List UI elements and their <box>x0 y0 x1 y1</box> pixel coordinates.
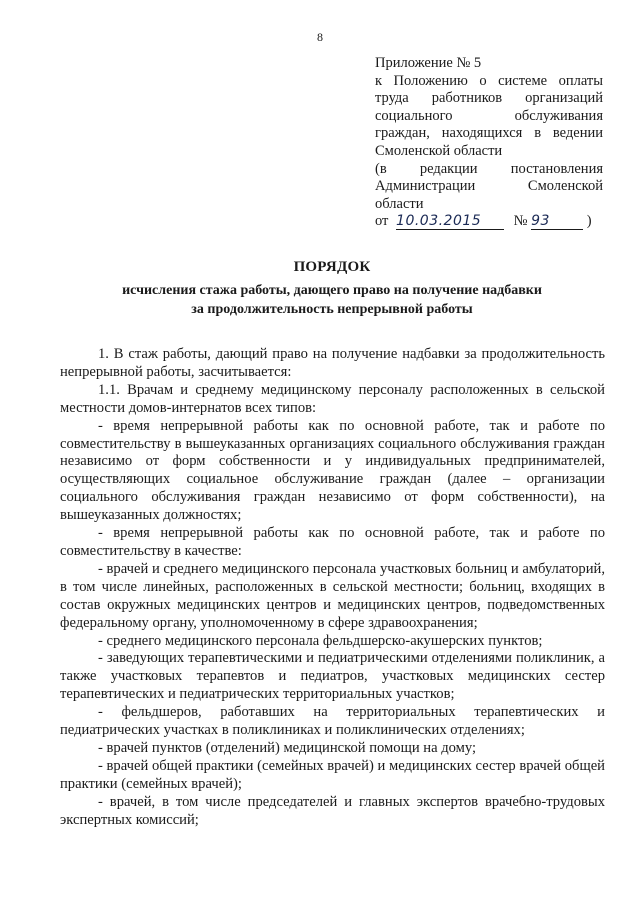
edition-line: (в редакции постановления <box>375 160 603 177</box>
handwritten-date: 10.03.2015 <box>396 213 482 230</box>
appendix-header <box>375 55 603 232</box>
edition-line: области <box>375 195 424 212</box>
paragraph: - врачей и среднего медицинского персонала участковых больниц и амбулаторий, в том числе линейных, расположенных в сельской местности; больниц, входящих в состав окружных медицинских центров и медицинских центров, подведомственных федеральному органу, уполномоченному в сфере здравоохранения; <box>60 560 605 631</box>
number-prefix: № <box>513 213 528 230</box>
appendix-line: к Положению о системе оплаты <box>375 72 603 89</box>
edition-line: Администрации Смоленской <box>375 178 603 195</box>
appendix-line: социального обслуживания <box>375 107 603 124</box>
title-line: за продолжительность непрерывной работы <box>191 301 473 317</box>
date-field <box>396 214 504 230</box>
close-paren: ) <box>586 213 592 230</box>
paragraph: - время непрерывной работы как по основной работе, так и работе по совместительству в качестве: <box>60 525 605 559</box>
document-body <box>60 346 605 829</box>
page-number: 8 <box>317 30 323 44</box>
handwritten-number: 93 <box>531 213 550 230</box>
appendix-line: граждан, находящихся в ведении <box>375 125 603 142</box>
paragraph: 1. В стаж работы, дающий право на получение надбавки за продолжительность непрерывной работы, засчитывается: <box>60 346 605 380</box>
paragraph: - среднего медицинского персонала фельдшерско-акушерских пунктов; <box>98 632 543 649</box>
paragraph: - фельдшеров, работавших на территориальных терапевтических и педиатрических участках в поликлиниках и поликлинических отделениях; <box>60 704 605 739</box>
title-line: исчисления стажа работы, дающего право на получение надбавки <box>122 283 542 298</box>
document-title <box>60 258 604 319</box>
title-main: ПОРЯДОК <box>293 259 371 275</box>
paragraph: - заведующих терапевтическими и педиатрическими отделениями поликлиник, а также участковых терапевтов и педиатров, участковых медицинских сестер терапевтических и педиатрических территориальных участков; <box>60 650 605 703</box>
appendix-line: труда работников организаций <box>375 90 603 107</box>
appendix-title: Приложение № 5 <box>375 55 482 71</box>
appendix-line: Смоленской области <box>375 142 503 159</box>
number-field <box>531 214 583 230</box>
paragraph: - врачей общей практики (семейных врачей) и медицинских сестер врачей общей практики (семейных врачей); <box>60 757 605 792</box>
paragraph: - время непрерывной работы как по основной работе, так и работе по совместительству в вышеуказанных организациях социального обслуживания граждан независимо от форм собственности и у индивидуальных предпринимателей, осуществляющих социальное обслуживание граждан (далее – организации социального обслуживания граждан независимо от форм собственности), на вышеуказанных должностях; <box>60 417 605 524</box>
paragraph: - врачей, в том числе председателей и главных экспертов врачебно-трудовых экспертных комиссий; <box>60 793 605 828</box>
paragraph: - врачей пунктов (отделений) медицинской помощи на дому; <box>98 739 477 756</box>
paragraph: 1.1. Врачам и среднему медицинскому персоналу расположенных в сельской местности домов-интернатов всех типов: <box>60 381 605 416</box>
resolution-date-line <box>375 213 603 232</box>
date-prefix: от <box>375 213 389 230</box>
